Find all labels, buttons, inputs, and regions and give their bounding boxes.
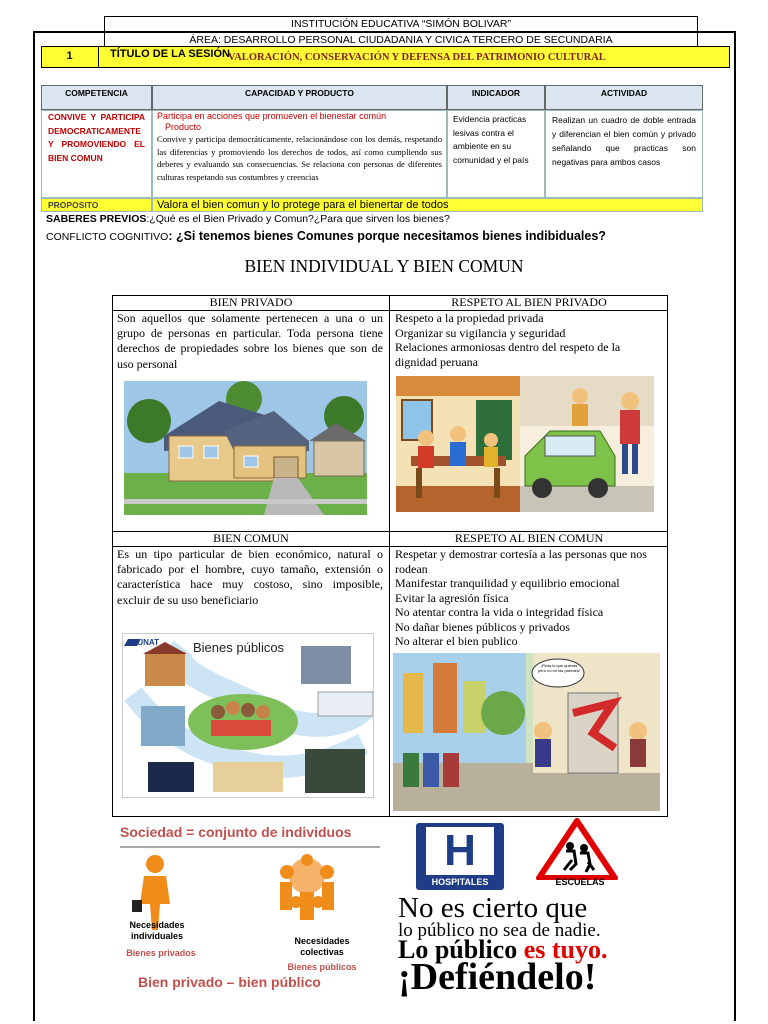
institution-header: INSTITUCIÓN EDUCATIVA “SIMÓN BOLIVAR” [104, 16, 698, 33]
main-title: BIEN INDIVIDUAL Y BIEN COMUN [244, 256, 524, 276]
producto-label: Producto [165, 122, 202, 132]
competencia-text: CONVIVE Y PARTICIPA DEMOCRATICAMENTE Y PROMOVIENDO EL BIEN COMUN [48, 112, 145, 163]
list-item: No dañar bienes públicos y privados [395, 619, 570, 634]
list-item: Evitar la agresión física [395, 590, 509, 605]
slogan-line-4: ¡Defiéndelo! [398, 956, 597, 998]
sunat-logo: SUNAT [132, 638, 159, 647]
saberes-previos [46, 212, 706, 226]
slogan-line-3a: Lo público [398, 935, 524, 964]
comun-text: Es un tipo particular de bien económico, natural o fabricado por el hombre, cuyo tamaño, extensión o característica hace muy costoso, sino imposible, excluir de su uso beneficiario [117, 547, 383, 607]
house-illustration [124, 381, 367, 515]
th-actividad: ACTIVIDAD [545, 85, 703, 110]
slogan-line-1: No es cierto que [398, 892, 588, 924]
comun-title: BIEN COMUN [213, 531, 289, 545]
slogan-line-2: lo público no sea de nadie. [398, 920, 601, 941]
resp-privado-list [395, 311, 663, 369]
saberes-text: :¿Qué es el Bien Privado y Comun?¿Para que sirven los bienes? [146, 213, 450, 225]
list-item: No alterar el bien publico [395, 634, 518, 648]
graffiti-illustration [393, 653, 660, 811]
capacidad-lead: Participa en acciones que promueven el bienestar común [157, 111, 387, 121]
society-divider [120, 846, 380, 848]
individual-needs-label: Necesidades individuales [129, 920, 185, 941]
collective-figure [272, 854, 342, 934]
school-warning-icon [536, 818, 618, 880]
th-competencia: COMPETENCIA [41, 85, 152, 110]
vandal-car-illustration [520, 376, 654, 512]
resp-privado-title: RESPETO AL BIEN PRIVADO [451, 295, 607, 309]
privado-title: BIEN PRIVADO [209, 295, 293, 309]
conflicto-label: CONFLICTO COGNITIVO [46, 231, 169, 243]
session-label: TÍTULO DE LA SESIÓN [110, 48, 230, 60]
list-item: Respeto a la propiedad privada [395, 311, 544, 325]
grid-vline [389, 295, 390, 817]
th-indicador: INDICADOR [447, 85, 545, 110]
list-item: Respetar y demostrar cortesía a las personas que nos rodean [395, 547, 647, 576]
private-goods-label: Bienes privados [126, 948, 196, 958]
slogan-line-3b: es tuyo. [523, 935, 608, 964]
proposito-label: PROPOSITO [48, 200, 99, 210]
school-label: ESCUELAS [555, 877, 605, 887]
society-title: Sociedad = conjunto de individuos [120, 824, 352, 840]
conflicto-cognitivo [46, 228, 736, 245]
hospital-sign-inner [426, 827, 494, 875]
privado-text: Son aquellos que solamente pertenecen a una o un grupo de personas en particular. Toda persona tiene derechos de propiedades sobre los bienes que son de uso personal [117, 311, 383, 371]
proposito-cell [152, 198, 703, 212]
bienes-publicos-label: Bienes públicos [193, 640, 285, 655]
conflicto-text: : ¿Si tenemos bienes Comunes porque necesitamos bienes indibiduales? [168, 229, 606, 243]
capacidad-body: Convive y participa democráticamente, relacionándose con los demás, respetando las diferencias y promoviendo los derechos de todos, así como cumpliendo sus deberes y evaluando sus consecuencias. Se relaciona con personas de diferentes culturas respetando sus costumbres y creencias [157, 134, 442, 182]
list-item: Relaciones armoniosas dentro del respeto de la dignidad peruana [395, 340, 621, 369]
list-item: Organizar su vigilancia y seguridad [395, 325, 566, 340]
th-capacidad: CAPACIDAD Y PRODUCTO [152, 85, 447, 110]
bienes-publicos-illustration [122, 633, 374, 798]
session-number: 1 [41, 46, 99, 68]
hospital-letter: H [444, 826, 476, 875]
public-goods-label: Bienes públicos [287, 962, 357, 972]
actividad-cell [545, 110, 703, 198]
session-title: VALORACIÓN, CONSERVACIÓN Y DEFENSA DEL PATRIMONIO CULTURAL [228, 52, 606, 63]
competencia-cell [41, 110, 152, 198]
actividad-text: Realizan un cuadro de doble entrada y diferencian el bien común y privado señalando que practicas son negativas para ambos casos [552, 115, 696, 167]
resp-comun-list [395, 547, 663, 649]
family-home-illustration [396, 376, 520, 512]
proposito-text: Valora el bien comun y lo protege para el bienertar de todos [157, 199, 449, 211]
saberes-label: SABERES PREVIOS [46, 213, 147, 225]
collective-needs-label: Necesidades colectivas [294, 936, 350, 957]
list-item: Manifestar tranquilidad y equilibrio emocional [395, 576, 620, 590]
capacidad-cell [152, 110, 447, 198]
speech-bubble-text: ¡Pinta lo que quieras pero no en las paredes! [537, 663, 581, 673]
proposito-label-cell [41, 198, 152, 212]
resp-comun-title: RESPETO AL BIEN COMUN [454, 531, 604, 545]
area-header: ÁREA: DESARROLLO PERSONAL CIUDADANIA Y CIVICA TERCERO DE SECUNDARIA [104, 32, 698, 48]
hospital-sign [416, 823, 504, 890]
society-footer: Bien privado – bien público [138, 974, 321, 990]
indicador-cell [447, 110, 545, 198]
list-item: No atentar contra la vida o integridad física [395, 605, 604, 619]
hospital-label: HOSPITALES [431, 877, 489, 887]
indicador-text: Evidencia practicas lesivas contra el ambiente en su comunidad y el país [453, 114, 529, 165]
society-graphic [112, 822, 382, 997]
